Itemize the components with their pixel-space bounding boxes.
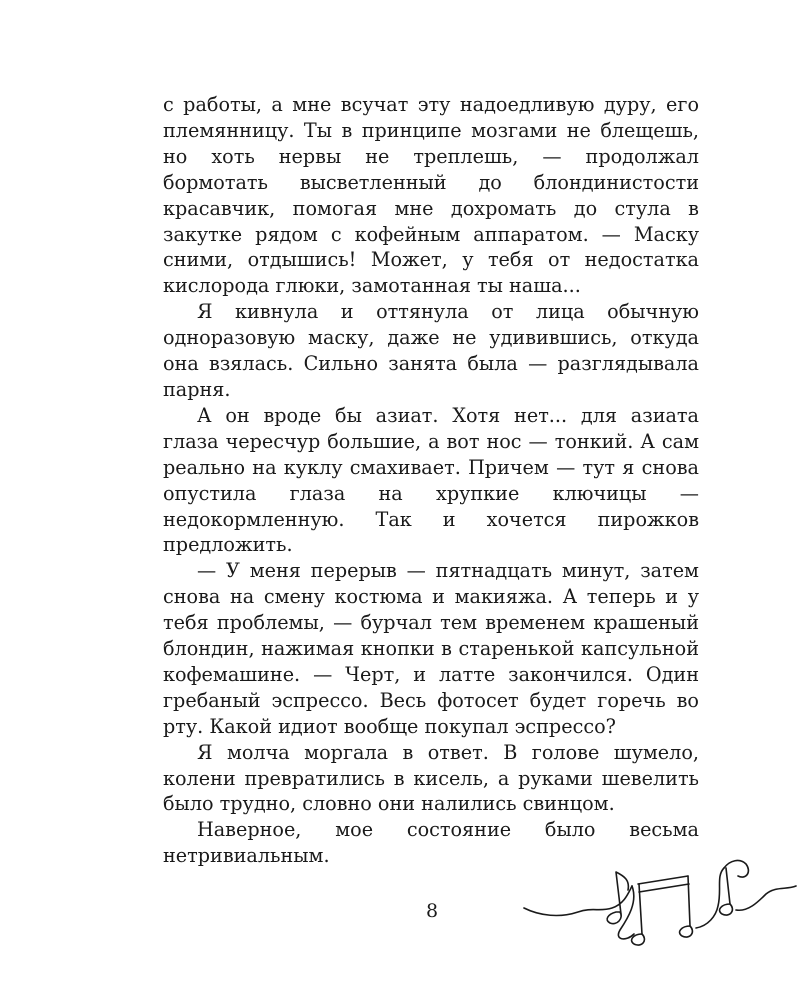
paragraph-2: Я кивнула и оттянула от лица обычную одноразовую маску, даже не удивившись, откуда она взялась. Сильно занята была — разглядывала парня. [163,300,699,401]
paragraph-1: с работы, а мне всучат эту надоедливую дуру, его племянницу. Ты в принципе мозгами не блещешь, но хоть нервы не треплешь, — продолжал бормотать высветленный до блондинистости красавчик, помогая мне дохромать до стула в закутке рядом с кофейным аппаратом. — Маску сними, отдышись! Может, у тебя от недостатка кислорода глюки, замотанная ты наша... [163,93,699,298]
paragraph-4: — У меня перерыв — пятнадцать минут, затем снова на смену костюма и макияжа. А теперь и у тебя проблемы, — бурчал тем временем крашеный блондин, нажимая кнопки в старенькой капсульной кофемашине. — Черт, и латте закончился. Один гребаный эспрессо. Весь фотосет будет горечь во рту. Какой идиот вообще покупал эспрессо? [163,559,699,738]
music-notes-icon [520,846,800,956]
page-number: 8 [425,900,439,922]
paragraph-5: Я молча моргала в ответ. В голове шумело, колени превратились в кисель, а руками шевелить было трудно, словно они налились свинцом. [163,740,699,816]
page-text [163,92,699,869]
paragraph-6: Наверное, мое состояние было весьма нетривиальным. [163,818,699,868]
paragraph-3: А он вроде бы азиат. Хотя нет... для азиата глаза чересчур большие, а вот нос — тонкий. А сам реально на куклу смахивает. Причем — тут я снова опустила глаза на хрупкие ключицы — недокормленную. Так и хочется пирожков предложить. [163,403,699,557]
